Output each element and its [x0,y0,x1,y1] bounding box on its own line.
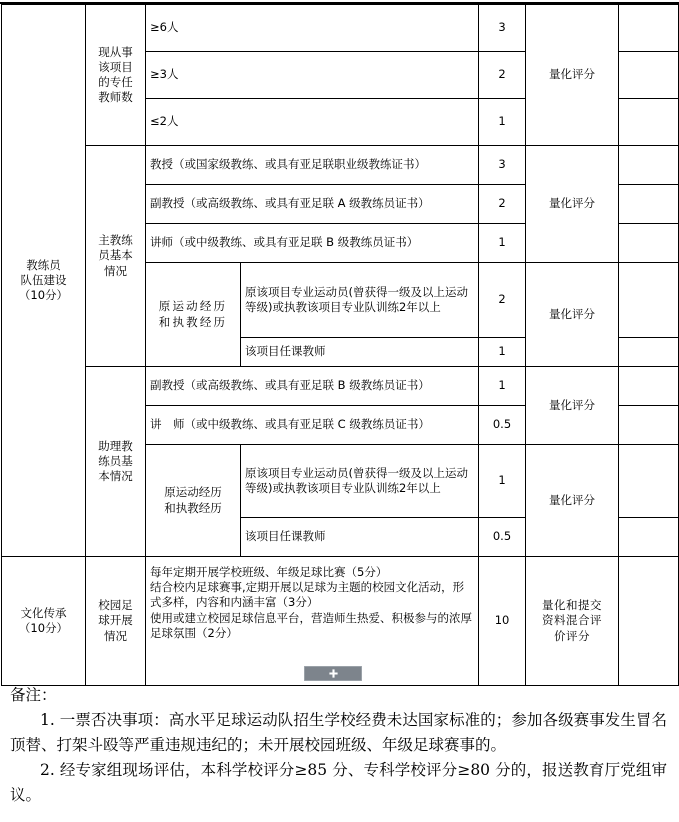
score-cell: 2 [479,263,526,338]
method-cell: 量化评分 [526,367,619,445]
criterion-line: 使用或建立校园足球信息平台，营造师生热爱、积极参与的浓厚足球氛围（2分） [150,610,472,640]
group-label-line: 练员基 [98,453,133,468]
criterion-cell: 讲 师（或中级教练、或具有亚足联 C 级教练员证书） [146,406,479,445]
criterion-line: 结合校内足球赛事,定期开展以足球为主题的校园文化活动，形式多样，内容和内涵丰富（3分） [150,580,465,610]
result-cell[interactable] [619,146,679,185]
group-label-line: 主教练 [98,233,133,248]
subgroup-label-line: 原运动经历 [158,299,228,314]
score-cell: 3 [479,146,526,185]
criterion-cell: 教授（或国家级教练、或具有亚足联职业级教练证书） [146,146,479,185]
method-line: 量化和提交 [542,598,603,613]
method-cell: 量化评分 [526,5,619,146]
criterion-cell: 副教授（或高级教练、或具有亚足联 A 级教练员证书） [146,185,479,224]
criterion-cell: 讲师（或中级教练、或具有亚足联 B 级教练员证书） [146,224,479,263]
evaluation-table [1,4,679,686]
criterion-cell: ≥6人 [146,5,479,52]
group-label-head-coach [86,146,146,367]
group-label-line: 本情况 [98,469,133,484]
category-line: 队伍建设 [20,272,67,287]
result-cell[interactable] [619,263,679,338]
group-label-line: 情况 [104,628,127,643]
result-cell[interactable] [619,52,679,99]
subgroup-label-line: 原运动经历 [164,485,222,500]
score-cell: 1 [479,445,526,518]
score-cell: 2 [479,52,526,99]
group-label-assistant-coach [86,367,146,557]
result-cell[interactable] [619,224,679,263]
table-row [2,367,679,406]
criterion-cell: ≤2人 [146,99,479,146]
score-cell: 10 [479,557,526,686]
method-cell-culture [526,557,619,686]
category-cell-coaching [2,5,86,557]
table-row [2,146,679,185]
subgroup-label-line: 和执教经历 [158,314,228,329]
score-cell: 0.5 [479,518,526,557]
note-item-2: 2. 经专家组现场评估，本科学校评分≥85 分、专科学校评分≥80 分的，报送教育厅党组审议。 [10,761,667,805]
result-cell[interactable] [619,338,679,367]
group-label-line: 现从事 [98,44,133,59]
category-line: （10分） [18,621,69,635]
category-cell-culture [2,557,86,686]
score-cell: 1 [479,224,526,263]
notes-heading: 备注： [10,686,57,704]
result-cell[interactable] [619,445,679,518]
category-line: （10分） [18,288,69,303]
group-label-line: 该项目 [98,59,133,74]
method-cell: 量化评分 [526,146,619,263]
group-label-line: 教师数 [98,90,133,105]
result-cell[interactable] [619,406,679,445]
score-cell: 1 [479,338,526,367]
criterion-cell: ≥3人 [146,52,479,99]
category-line: 文化传承 [20,605,67,620]
result-cell[interactable] [619,518,679,557]
method-line: 价评分 [554,628,591,643]
criterion-cell: 该项目任课教师 [241,338,479,367]
method-line: 资料混合评 [542,613,603,628]
score-cell: 3 [479,5,526,52]
group-label-fulltime-teachers [86,5,146,146]
result-cell[interactable] [619,5,679,52]
result-cell[interactable] [619,185,679,224]
criterion-line: 每年定期开展学校班级、年级足球比赛（5分） [150,565,388,579]
result-cell[interactable] [619,557,679,686]
criterion-cell: 该项目任课教师 [241,518,479,557]
table-row [2,5,679,52]
criterion-cell: 原该项目专业运动员(曾获得一级及以上运动等级)或执教该项目专业队训练2年以上 [241,263,479,338]
group-label-line: 情况 [104,263,127,278]
group-label-line: 助理教 [98,438,133,453]
method-cell: 量化评分 [526,263,619,367]
subgroup-label-experience-assistant [146,445,241,557]
group-label-line: 校园足 [98,598,133,613]
subgroup-label-experience-head [146,263,241,367]
result-cell[interactable] [619,99,679,146]
notes-section [0,683,679,809]
score-cell: 2 [479,185,526,224]
score-cell: 0.5 [479,406,526,445]
subgroup-label-line: 和执教经历 [164,500,222,515]
group-label-line: 员基本 [98,248,133,263]
score-cell: 1 [479,367,526,406]
group-label-line: 球开展 [98,613,133,628]
score-cell: 1 [479,99,526,146]
group-label-campus-football [86,557,146,686]
criterion-cell: 原该项目专业运动员(曾获得一级及以上运动等级)或执教该项目专业队训练2年以上 [241,445,479,518]
note-item-1: 1. 一票否决事项：高水平足球运动队招生学校经费未达国家标准的；参加各级赛事发生冒名顶替、打架斗殴等严重违规违纪的；未开展校园班级、年级足球赛事的。 [10,711,667,755]
category-line: 教练员 [26,257,61,272]
result-cell[interactable] [619,367,679,406]
add-row-button[interactable] [304,666,362,681]
method-cell: 量化评分 [526,445,619,557]
criterion-cell: 副教授（或高级教练、或具有亚足联 B 级教练员证书） [146,367,479,406]
group-label-line: 的专任 [98,75,133,89]
